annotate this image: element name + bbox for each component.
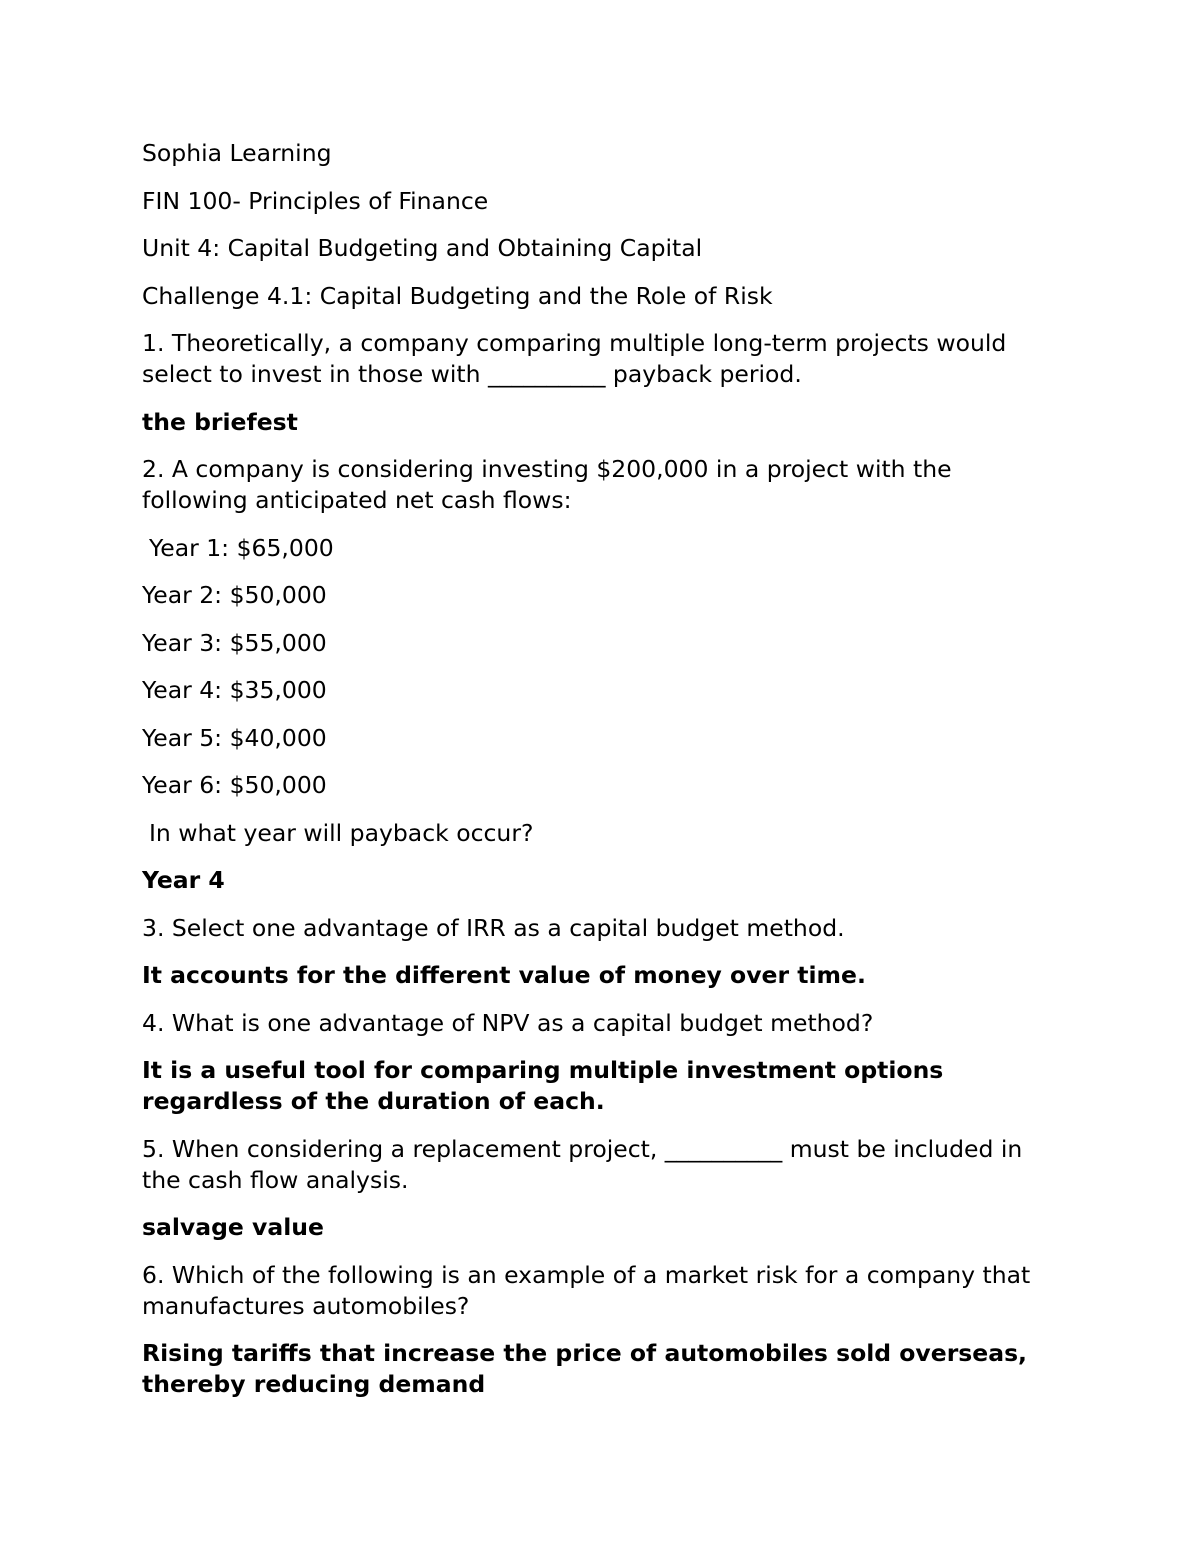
answer-3: It accounts for the different value of money over time.: [142, 961, 866, 989]
question-5: 5. When considering a replacement project, __________ must be included in the cash flow analysis.: [142, 1134, 1030, 1194]
question-1: 1. Theoretically, a company comparing multiple long-term projects would select to invest in those with __________ payback period.: [142, 329, 1014, 388]
question-2-followup: In what year will payback occur?: [149, 818, 534, 847]
cash-flow-year-1: Year 1: $65,000: [149, 533, 334, 562]
cash-flow-year-2: Year 2: $50,000: [142, 581, 327, 609]
answer-5: salvage value: [142, 1213, 324, 1241]
question-6: 6. Which of the following is an example of a market risk for a company that manufactures automobiles?: [142, 1260, 1038, 1320]
course-title: FIN 100- Principles of Finance: [142, 186, 489, 215]
question-4: 4. What is one advantage of NPV as a capital budget method?: [142, 1008, 874, 1037]
cash-flow-year-3: Year 3: $55,000: [142, 628, 327, 657]
document-page: [142, 138, 1062, 1417]
org-name: Sophia Learning: [142, 139, 332, 167]
answer-6: Rising tariffs that increase the price of automobiles sold overseas, thereby reducing demand: [142, 1339, 1036, 1398]
answer-2: Year 4: [142, 866, 225, 894]
cash-flow-year-4: Year 4: $35,000: [142, 676, 327, 704]
cash-flow-year-5: Year 5: $40,000: [142, 723, 327, 752]
cash-flow-year-6: Year 6: $50,000: [142, 771, 327, 799]
answer-1: the briefest: [142, 407, 298, 436]
challenge-title: Challenge 4.1: Capital Budgeting and the Role of Risk: [142, 281, 773, 310]
question-3: 3. Select one advantage of IRR as a capital budget method.: [142, 913, 845, 942]
question-2: 2. A company is considering investing $200,000 in a project with the following anticipated net cash flows:: [142, 455, 960, 514]
unit-title: Unit 4: Capital Budgeting and Obtaining Capital: [142, 234, 703, 262]
answer-4: It is a useful tool for comparing multiple investment options regardless of the duration of each.: [142, 1056, 952, 1115]
